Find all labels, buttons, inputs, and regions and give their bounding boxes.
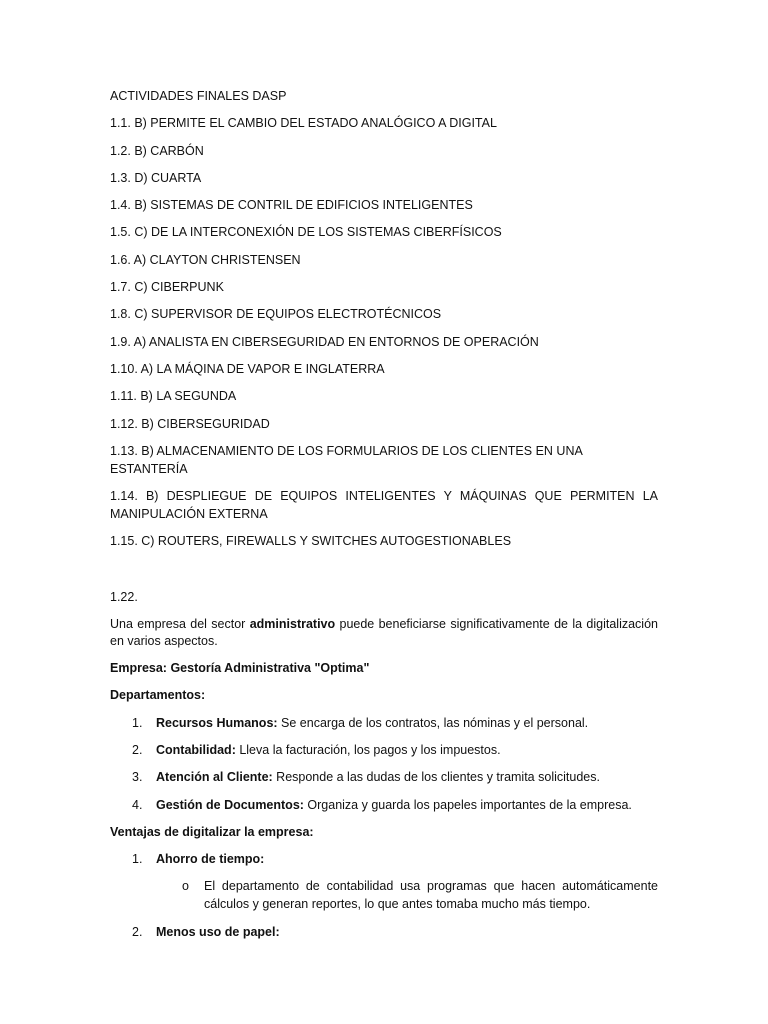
answer-line: 1.1. B) PERMITE EL CAMBIO DEL ESTADO ANALÓGICO A DIGITAL xyxy=(110,116,497,131)
answer-line: 1.7. C) CIBERPUNK xyxy=(110,280,224,295)
department-desc: Organiza y guarda los papeles importantes de la empresa. xyxy=(303,797,632,812)
list-number: 4. xyxy=(132,797,143,812)
answer-line: 1.15. C) ROUTERS, FIREWALLS Y SWITCHES AUTOGESTIONABLES xyxy=(110,534,512,549)
department-name: Gestión de Documentos: xyxy=(156,797,304,812)
list-item xyxy=(110,714,658,732)
answer-line: 1.8. C) SUPERVISOR DE EQUIPOS ELECTROTÉCNICOS xyxy=(110,307,442,322)
answer-line: 1.3. D) CUARTA xyxy=(110,170,202,185)
intro-paragraph xyxy=(110,616,658,650)
answer-line: 1.6. A) CLAYTON CHRISTENSEN xyxy=(110,252,301,267)
list-item xyxy=(110,741,658,759)
list-item xyxy=(110,796,658,814)
list-number: 1. xyxy=(132,715,143,730)
intro-text-after: puede beneficiarse significativamente de la digitalización en varios aspectos. xyxy=(110,616,658,648)
advantage-detail: El departamento de contabilidad usa programas que hacen automáticamente cálculos y generan reportes, lo que antes tomaba mucho más tiempo. xyxy=(204,879,658,912)
answer-line: 1.9. A) ANALISTA EN CIBERSEGURIDAD EN ENTORNOS DE OPERACIÓN xyxy=(110,334,539,349)
department-desc: Se encarga de los contratos, las nóminas y el personal. xyxy=(277,715,589,730)
answer-line: 1.4. B) SISTEMAS DE CONTRIL DE EDIFICIOS INTELIGENTES xyxy=(110,198,473,213)
list-number: 3. xyxy=(132,770,143,785)
list-text xyxy=(156,714,588,732)
department-name: Recursos Humanos: xyxy=(156,715,278,730)
list-number: 2. xyxy=(132,742,143,757)
document-title: ACTIVIDADES FINALES DASP xyxy=(110,89,287,103)
list-text xyxy=(156,741,501,759)
answer-line: 1.12. B) CIBERSEGURIDAD xyxy=(110,416,270,431)
list-item xyxy=(110,923,658,941)
department-name: Contabilidad: xyxy=(156,742,236,757)
answer-line: 1.5. C) DE LA INTERCONEXIÓN DE LOS SISTEMAS CIBERFÍSICOS xyxy=(110,225,502,240)
list-item xyxy=(110,850,658,868)
advantages-heading: Ventajas de digitalizar la empresa: xyxy=(110,824,314,839)
advantages-list xyxy=(110,850,658,941)
answer-line: 1.13. B) ALMACENAMIENTO DE LOS FORMULARIOS DE LOS CLIENTES EN UNA ESTANTERÍA xyxy=(110,443,583,476)
list-item xyxy=(110,768,658,786)
department-desc: Lleva la facturación, los pagos y los impuestos. xyxy=(235,742,501,757)
intro-bold-term: administrativo xyxy=(249,616,336,631)
company-heading: Empresa: Gestoría Administrativa "Optima" xyxy=(110,661,370,676)
department-name: Atención al Cliente: xyxy=(156,770,273,785)
section-number: 1.22. xyxy=(110,590,138,605)
departments-heading: Departamentos: xyxy=(110,688,206,703)
answer-line: 1.10. A) LA MÁQINA DE VAPOR E INGLATERRA xyxy=(110,361,385,376)
spacer xyxy=(110,550,658,588)
answer-list xyxy=(110,114,658,550)
list-text xyxy=(156,768,600,786)
department-desc: Responde a las dudas de los clientes y tramita solicitudes. xyxy=(272,770,600,785)
advantage-title: Menos uso de papel: xyxy=(156,924,280,939)
bullet-marker: o xyxy=(182,879,189,894)
list-text xyxy=(156,796,632,814)
list-number: 2. xyxy=(132,924,143,939)
answer-line: 1.2. B) CARBÓN xyxy=(110,143,204,158)
sub-list-item xyxy=(110,877,658,913)
answer-line: 1.14. B) DESPLIEGUE DE EQUIPOS INTELIGENTES Y MÁQUINAS QUE PERMITEN LA MANIPULACIÓN EXTERNA xyxy=(110,489,658,522)
intro-text-before: Una empresa del sector xyxy=(110,616,250,631)
advantage-title: Ahorro de tiempo: xyxy=(156,852,265,867)
departments-list xyxy=(110,714,658,814)
list-number: 1. xyxy=(132,852,143,867)
answer-line: 1.11. B) LA SEGUNDA xyxy=(110,389,237,404)
